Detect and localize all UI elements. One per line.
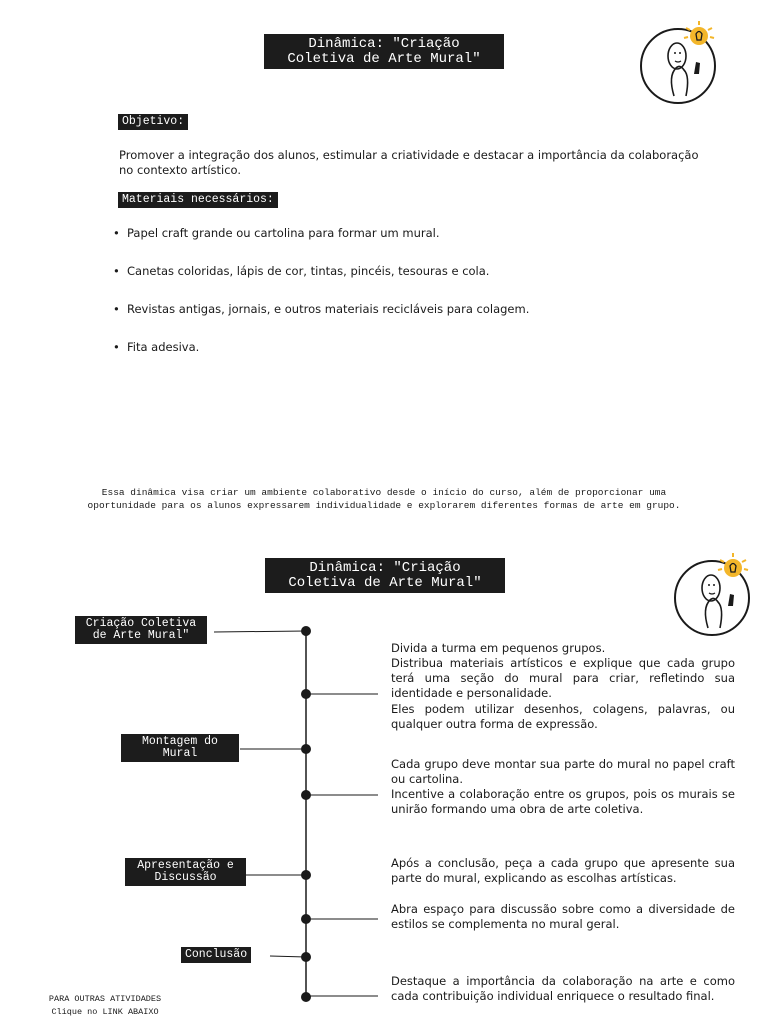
timeline-text: Eles podem utilizar desenhos, colagens, palavras, ou qualquer outra forma de expressão. — [391, 702, 735, 731]
timeline-text: Divida a turma em pequenos grupos. — [391, 641, 606, 655]
timeline-text: Incentive a colaboração entre os grupos, pois os murais se unirão formando uma obra de arte coletiva. — [391, 787, 735, 816]
page-title: Dinâmica: "Criação Coletiva de Arte Mural" — [264, 34, 504, 69]
timeline-dot — [301, 992, 311, 1002]
objective-text: Promover a integração dos alunos, estimular a criatividade e destacar a importância da colaboração no contexto artístico. — [119, 148, 699, 177]
page-title-2: Dinâmica: "Criação Coletiva de Arte Mural" — [265, 558, 505, 593]
person-idea-icon — [634, 16, 724, 106]
timeline-dot — [301, 952, 311, 962]
timeline-dot — [301, 626, 311, 636]
stage-label: Apresentação e Discussão — [125, 858, 246, 886]
list-item: • Papel craft grande ou cartolina para formar um mural. — [113, 226, 439, 241]
timeline-dot — [301, 914, 311, 924]
footer-line-1: PARA OUTRAS ATIVIDADES — [48, 994, 162, 1004]
stage-label: Conclusão — [181, 947, 251, 963]
timeline-text: Cada grupo deve montar sua parte do mural no papel craft ou cartolina. — [391, 757, 735, 786]
list-item: • Canetas coloridas, lápis de cor, tintas, pincéis, tesouras e cola. — [113, 264, 489, 279]
timeline-text: Distribua materiais artísticos e explique que cada grupo terá uma seção do mural para criar, refletindo sua identidade e personalidade. — [391, 656, 735, 700]
timeline-dot — [301, 689, 311, 699]
timeline-text: Destaque a importância da colaboração na arte e como cada contribuição individual enriquece o resultado final. — [391, 974, 735, 1003]
lightbulb-icon — [718, 553, 748, 577]
stage-label: Montagem do Mural — [121, 734, 239, 762]
summary-line-1: Essa dinâmica visa criar um ambiente colaborativo desde o início do curso, além de proporcionar uma — [101, 487, 667, 498]
lightbulb-icon — [684, 21, 714, 45]
objective-label: Objetivo: — [118, 114, 188, 130]
stage-label: Criação Coletiva de Arte Mural" — [75, 616, 207, 644]
footer-line-2[interactable]: Clique no LINK ABAIXO — [51, 1007, 159, 1017]
timeline-dot — [301, 790, 311, 800]
materials-label: Materiais necessários: — [118, 192, 278, 208]
person-idea-icon — [668, 548, 758, 638]
timeline-text: Após a conclusão, peça a cada grupo que apresente sua parte do mural, explicando as escolhas artísticas. — [391, 856, 735, 885]
timeline-text: Abra espaço para discussão sobre como a diversidade de estilos se complementa no mural geral. — [391, 902, 735, 931]
summary-line-2: oportunidade para os alunos expressarem individualidade e explorarem diferentes formas de arte em grupo. — [87, 500, 681, 511]
timeline-dot — [301, 870, 311, 880]
list-item: • Revistas antigas, jornais, e outros materiais recicláveis para colagem. — [113, 302, 529, 317]
timeline-dot — [301, 744, 311, 754]
list-item: • Fita adesiva. — [113, 340, 199, 355]
